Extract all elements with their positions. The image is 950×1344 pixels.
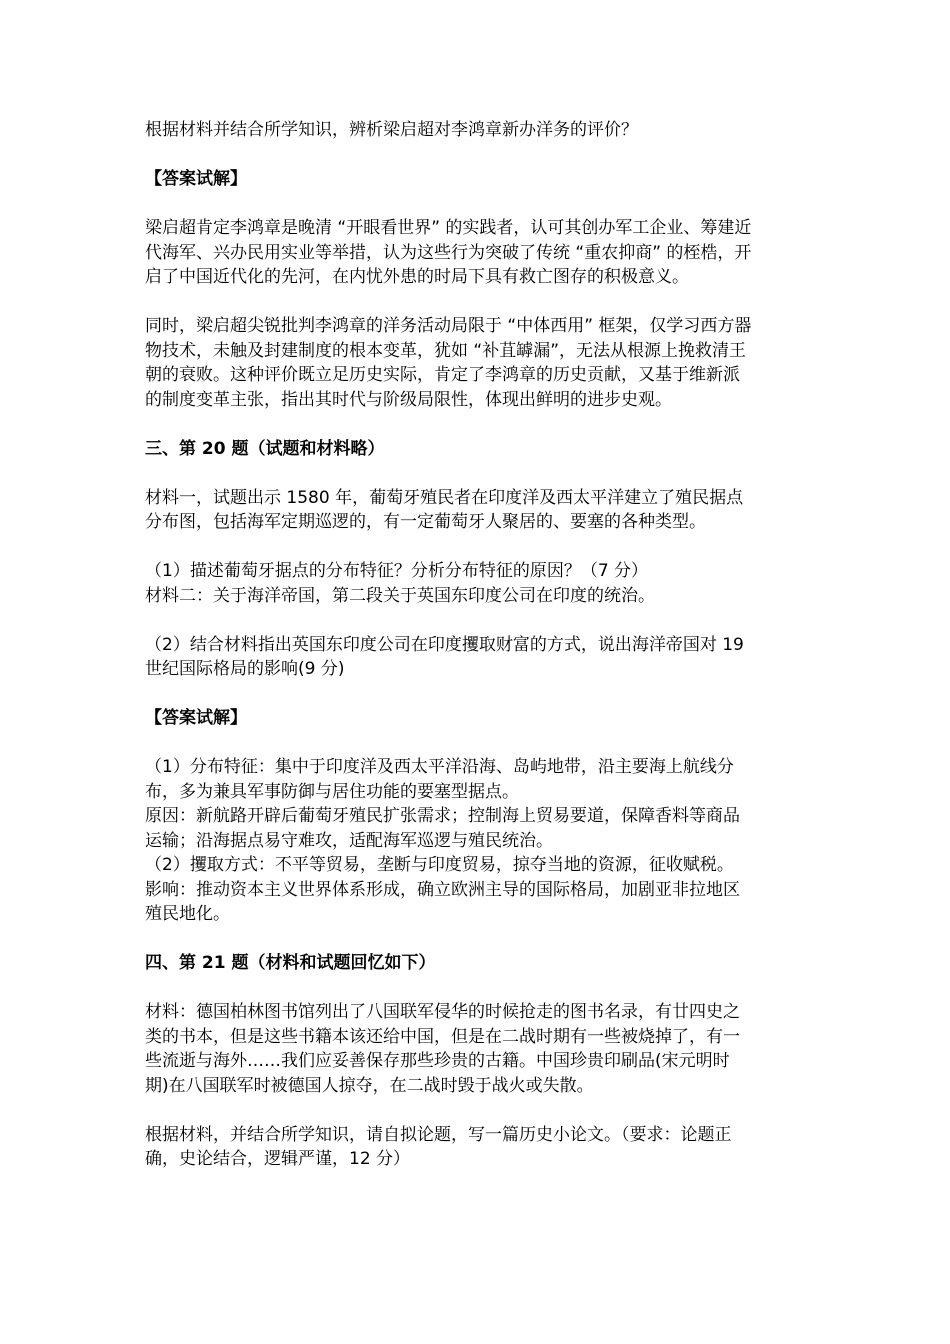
text-line: 根据材料，并结合所学知识，请自拟论题，写一篇历史小论文。（要求：论题正 bbox=[145, 1124, 732, 1145]
material-paragraph bbox=[145, 1000, 815, 1098]
material-one bbox=[145, 486, 815, 535]
essay-instruction bbox=[145, 1123, 815, 1172]
text-line: （1）分布特征：集中于印度洋及西太平洋沿海、岛屿地带，沿主要海上航线分 bbox=[145, 757, 734, 777]
section-heading-4: 四、第 21 题（材料和试题回忆如下） bbox=[145, 953, 436, 973]
text-line: 物技术，未触及封建制度的根本变革，犹如 “补苴罅漏”，无法从根源上挽救清王 bbox=[145, 340, 747, 361]
text-line: 的制度变革主张，指出其时代与阶级局限性，体现出鲜明的进步史观。 bbox=[145, 389, 672, 410]
text-line: 梁启超肯定李鸿章是晚清 “开眼看世界” 的实践者，认可其创办军工企业、筹建近 bbox=[145, 218, 752, 238]
text-line: 布，多为兼具军事防御与居住功能的要塞型据点。 bbox=[145, 781, 519, 802]
text-line: 材料一，试题出示 1580 年，葡萄牙殖民者在印度洋及西太平洋建立了殖民据点 bbox=[145, 487, 744, 508]
answer-block bbox=[145, 755, 815, 927]
text-line: （2）攫取方式：不平等贸易，垄断与印度贸易，掠夺当地的资源，征收赋税。 bbox=[145, 855, 734, 875]
text-line: 殖民地化。 bbox=[145, 904, 230, 924]
text-line: 影响：推动资本主义世界体系形成，确立欧洲主导的国际格局，加剧亚非拉地区 bbox=[145, 879, 740, 900]
answer-paragraph-2 bbox=[145, 314, 815, 412]
section-heading-3: 三、第 20 题（试题和材料略） bbox=[145, 438, 385, 459]
document-body bbox=[145, 118, 815, 1172]
text-line: 期)在八国联军时被德国人掠夺，在二战时毁于战火或失散。 bbox=[145, 1075, 594, 1096]
text-line: 启了中国近代化的先河，在内忧外患的时局下具有救亡图存的积极意义。 bbox=[145, 267, 689, 287]
text-line: 分布图，包括海军定期巡逻的，有一定葡萄牙人聚居的、要塞的各种类型。 bbox=[145, 512, 706, 532]
question-intro: 根据材料并结合所学知识，辨析梁启超对李鸿章新办洋务的评价？ bbox=[145, 120, 638, 140]
text-line: 确，史论结合，逻辑严谨，12 分） bbox=[145, 1149, 411, 1169]
text-line: 同时，梁启超尖锐批判李鸿章的洋务活动局限于 “中体西用” 框架，仅学习西方器 bbox=[145, 316, 752, 336]
text-line: 代海军、兴办民用实业等举措，认为这些行为突破了传统 “重农抑商” 的桎梏，开 bbox=[145, 242, 752, 263]
text-line: （2）结合材料指出英国东印度公司在印度攫取财富的方式，说出海洋帝国对 19 bbox=[145, 634, 744, 655]
text-line: 朝的衰败。这种评价既立足历史实际，肯定了李鸿章的历史贡献，又基于维新派 bbox=[145, 365, 740, 385]
material-two: 材料二：关于海洋帝国，第二段关于英国东印度公司在印度的统治。 bbox=[145, 585, 655, 606]
answer-heading: 【答案试解】 bbox=[145, 708, 247, 728]
answer-heading: 【答案试解】 bbox=[145, 169, 247, 189]
question-2 bbox=[145, 633, 815, 682]
text-line: 类的书本，但是这些书籍本该还给中国，但是在二战时期有一些被烧掉了，有一 bbox=[145, 1026, 740, 1047]
question-1: （1）描述葡萄牙据点的分布特征？分析分布特征的原因？（7 分） bbox=[145, 561, 649, 581]
text-line: 运输；沿海据点易守难攻，适配海军巡逻与殖民统治。 bbox=[145, 830, 553, 851]
text-line: 世纪国际格局的影响(9 分) bbox=[145, 659, 345, 679]
answer-paragraph-1 bbox=[145, 216, 815, 290]
text-line: 些流逝与海外……我们应妥善保存那些珍贵的古籍。中国珍贵印刷品(宋元明时 bbox=[145, 1051, 730, 1071]
text-line: 材料：德国柏林图书馆列出了八国联军侵华的时候抢走的图书名录，有廿四史之 bbox=[145, 1002, 740, 1022]
text-line: 原因：新航路开辟后葡萄牙殖民扩张需求；控制海上贸易要道，保障香料等商品 bbox=[145, 806, 740, 826]
